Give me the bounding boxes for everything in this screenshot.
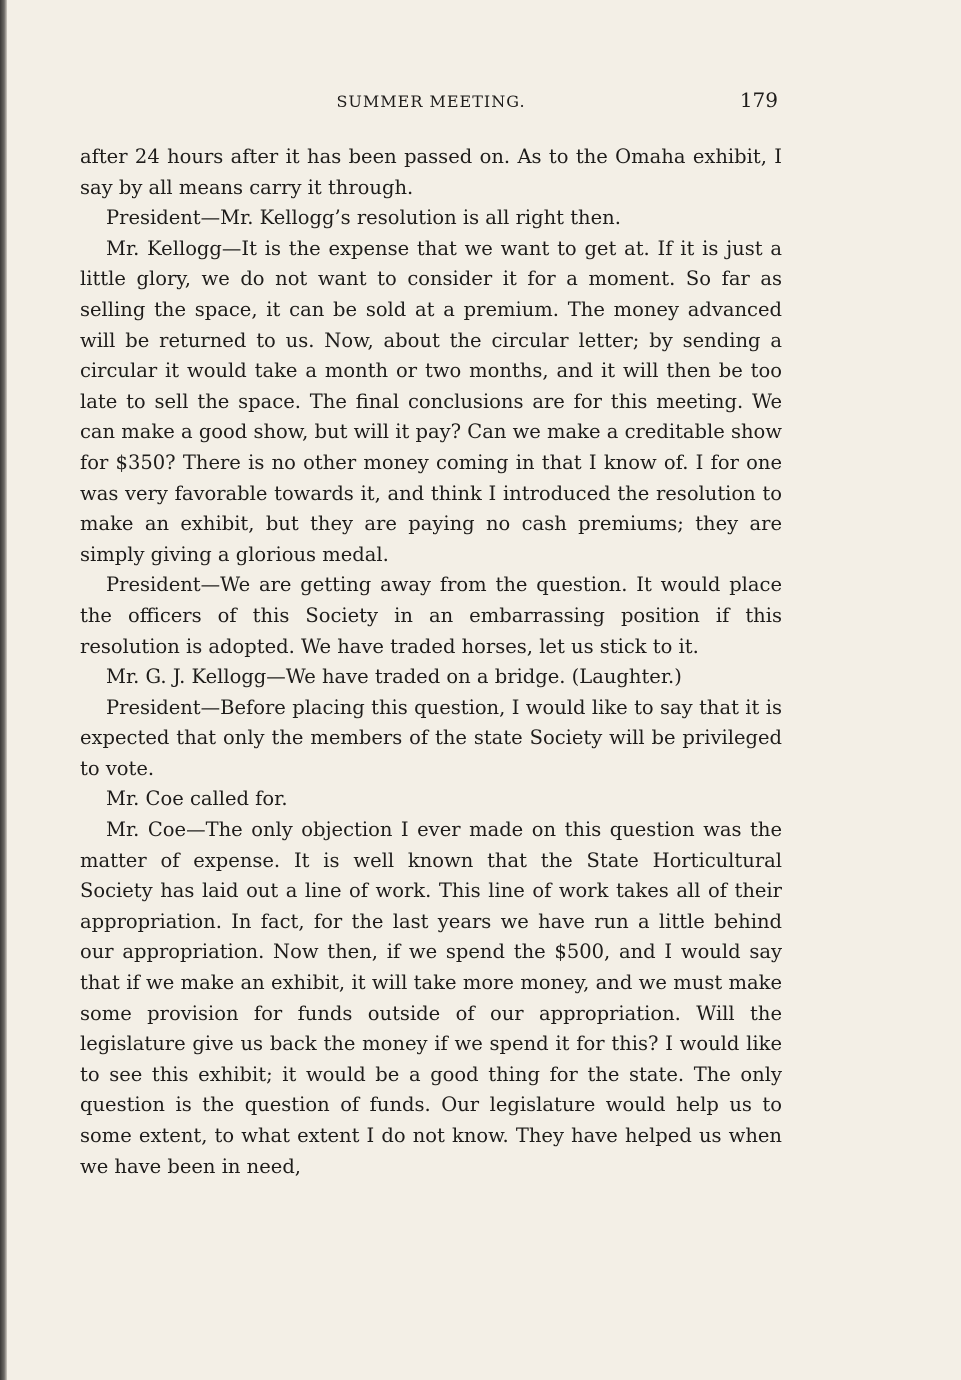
- paragraph-coe-called: Mr. Coe called for.: [106, 787, 288, 811]
- book-page: [80, 84, 782, 1182]
- running-title: SUMMER MEETING.: [336, 92, 526, 111]
- paragraph-coe: Mr. Coe—The only objection I ever made on this question was the matter of expense. It is well known that the State Horticultural Society has laid out a line of work. This line of work takes all of their appropriation. In fact, for the last years we have run a little behind our appropriation. Now then, if we spend the $500, and I would say that if we make an exhibit, it will take more money, and we must make some provision for funds outside of our appropriation. Will the legislature give us back the money if we spend it for this? I would like to see this exhibit; it would be a good thing for the state. The only question is the question of funds. Our legislature would help us to some extent, to what extent I do not know. They have helped us when we have been in need,: [80, 818, 782, 1178]
- paragraph-president-1: President—Mr. Kellogg’s resolution is all right then.: [106, 206, 621, 230]
- book-binding-edge: [0, 0, 7, 1380]
- paragraph-president-2: President—We are getting away from the question. It would place the officers of this Society in an embarrassing position if this resolution is adopted. We have traded horses, let us stick to it.: [80, 573, 782, 658]
- running-head: [80, 84, 782, 118]
- body-text: [80, 142, 782, 1182]
- page-number: 179: [739, 88, 778, 112]
- paragraph-continued: after 24 hours after it has been passed on. As to the Omaha exhibit, I say by all means carry it through.: [80, 145, 782, 199]
- paragraph-president-3: President—Before placing this question, I would like to say that it is expected that only the members of the state Society will be privileged to vote.: [80, 695, 782, 780]
- paragraph-kellogg: Mr. Kellogg—It is the expense that we want to get at. If it is just a little glory, we do not want to consider it for a moment. So far as selling the space, it can be sold at a premium. The money advanced will be returned to us. Now, about the circular letter; by sending a circular it would take a month or two months, and it will then be too late to sell the space. The final conclusions are for this meeting. We can make a good show, but will it pay? Can we make a creditable show for $350? There is no other money coming in that I know of. I for one was very favorable towards it, and think I introduced the resolution to make an exhibit, but they are paying no cash premiums; they are simply giving a glorious medal.: [80, 236, 782, 566]
- paragraph-gj-kellogg: Mr. G. J. Kellogg—We have traded on a bridge. (Laughter.): [106, 665, 682, 689]
